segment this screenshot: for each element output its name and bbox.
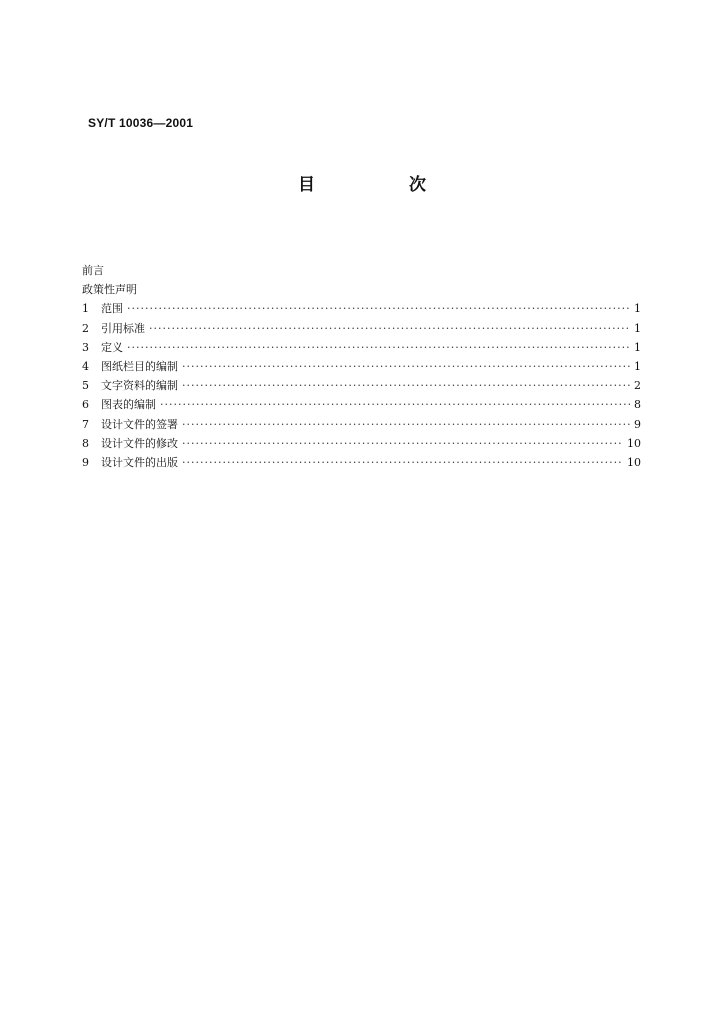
toc-dot-leader xyxy=(182,376,630,395)
toc-entry-page: 1 xyxy=(634,359,641,373)
toc-entry-label: 范围 xyxy=(101,302,123,316)
toc-entry[interactable] xyxy=(82,338,641,357)
toc-entry-page: 10 xyxy=(627,455,641,469)
toc-item-policy-statement[interactable]: 政策性声明 xyxy=(82,283,137,297)
toc-dot-leader xyxy=(127,299,630,318)
toc-entry[interactable] xyxy=(82,357,641,376)
toc-entry-label: 文字资料的编制 xyxy=(101,379,178,393)
toc-entry-label: 定义 xyxy=(101,340,123,354)
toc-item-preface[interactable]: 前言 xyxy=(82,264,104,277)
toc-entry[interactable] xyxy=(82,434,641,453)
toc-entry-page: 1 xyxy=(634,302,641,316)
toc-dot-leader xyxy=(127,338,630,357)
toc-entry-page: 1 xyxy=(634,340,641,354)
document-standard-number: SY/T 10036—2001 xyxy=(88,116,194,130)
toc-entry-number: 7 xyxy=(82,417,89,431)
toc-entry-number: 2 xyxy=(82,321,89,335)
toc-entry-label: 引用标准 xyxy=(101,321,145,335)
toc-dot-leader xyxy=(182,357,630,376)
toc-dot-leader xyxy=(182,415,630,434)
toc-entry[interactable] xyxy=(82,395,641,414)
toc-entry-label: 设计文件的修改 xyxy=(101,436,178,450)
toc-entry[interactable] xyxy=(82,299,641,318)
toc-entry-number: 1 xyxy=(82,302,89,316)
toc-entry-number: 9 xyxy=(82,455,89,469)
toc-entry-label: 设计文件的出版 xyxy=(101,455,178,469)
toc-entry[interactable] xyxy=(82,319,641,338)
toc-entry-number: 6 xyxy=(82,398,89,412)
toc-entry[interactable] xyxy=(82,453,641,472)
toc-entry-page: 8 xyxy=(634,398,641,412)
toc-entry[interactable] xyxy=(82,415,641,434)
toc-entry-number: 5 xyxy=(82,379,89,393)
toc-entry-page: 1 xyxy=(634,321,641,335)
toc-entry-label: 图纸栏目的编制 xyxy=(101,359,178,373)
toc-dot-leader xyxy=(149,319,630,338)
toc-entry-label: 图表的编制 xyxy=(101,398,156,412)
toc-entry[interactable] xyxy=(82,376,641,395)
toc-entry-page: 2 xyxy=(634,379,641,393)
toc-entry-number: 3 xyxy=(82,340,89,354)
toc-dot-leader xyxy=(160,395,630,414)
toc-entry-page: 9 xyxy=(634,417,641,431)
table-of-contents xyxy=(82,261,641,472)
toc-entry-label: 设计文件的签署 xyxy=(101,417,178,431)
toc-dot-leader xyxy=(182,434,623,453)
toc-entry-number: 8 xyxy=(82,436,89,450)
toc-entry-number: 4 xyxy=(82,359,89,373)
toc-dot-leader xyxy=(182,453,623,472)
toc-title: 目 次 xyxy=(298,175,470,195)
toc-entry-page: 10 xyxy=(627,436,641,450)
